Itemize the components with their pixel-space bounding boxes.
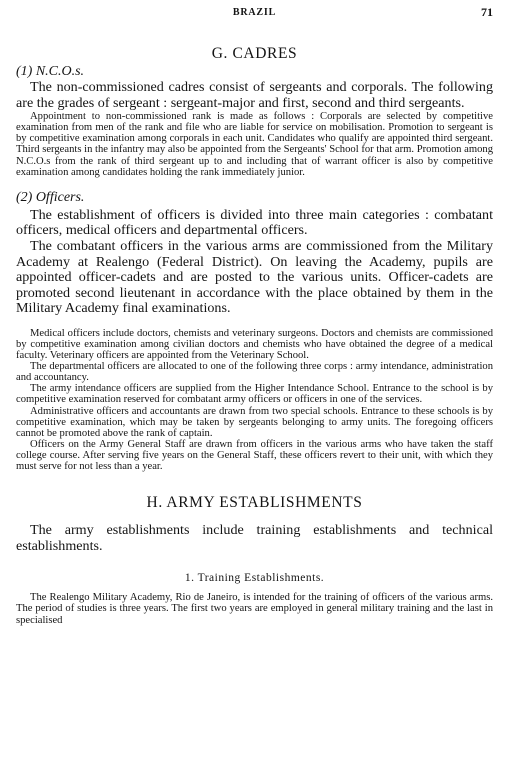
paragraph-departmental-officers: The departmental officers are allocated to one of the following three corps : army intendance, administration and accountancy.	[16, 361, 493, 384]
paragraph-nco-grades: The non-commissioned cadres consist of sergeants and corporals. The following are the grades of sergeant : sergeant-major and first, second and third sergeants.	[16, 79, 493, 111]
paragraph-administrative-officers: Administrative officers and accountants are drawn from two special schools. Entrance to these schools is by competitive examination, which may be taken by sergeants belonging to army units. The foregoing officers cannot be promoted above the rank of captain.	[16, 405, 493, 439]
running-title: BRAZIL	[232, 7, 277, 18]
paragraph-nco-appointment: Appointment to non-commissioned rank is made as follows : Corporals are selected by competitive examination from men of the rank and file who are liable for service on mobilisation. Promotion to sergeant is by competitive examination among corporals in each unit. Candidates who qualify are appointed third sergeant. Third sergeants in the infantry may also be appointed from the Sergeants' School for that arm. Promotion among N.C.O.s from the rank of third sergeant up to and including that of warrant officer is also by competitive examination among candidates holding the rank immediately junior.	[16, 111, 493, 178]
paragraph-officer-categories: The establishment of officers is divided into three main categories : combatant officers, medical officers and departmental officers.	[16, 206, 493, 239]
paragraph-general-staff: Officers on the Army General Staff are drawn from officers in the various arms who have taken the staff college course. After serving five years on the General Staff, these officers revert to their unit, with which they must serve for not less than a year.	[16, 438, 493, 473]
paragraph-military-academy: The Realengo Military Academy, Rio de Janeiro, is intended for the training of officers of the various arms. The period of studies is three years. The first two years are employed in general military training and the last in specialised	[16, 592, 493, 626]
page-number: 71	[481, 5, 493, 19]
subheading-training-establishments: 1. Training Establishments.	[184, 572, 325, 585]
paragraph-combatant-officers: The combatant officers in the various arms are commissioned from the Military Academy at Realengo (Federal District). On leaving the Academy, pupils are appointed officer-cadets and are posted to the various units. Officer-cadets are promoted second lieutenant in accordance with the place obtained by them in the Military Academy final examinations.	[16, 237, 493, 317]
section-heading-cadres: G. CADRES	[211, 45, 298, 62]
paragraph-intendance-officers: The army intendance officers are supplied from the Higher Intendance School. Entrance to the school is by competitive examination reserved for combatant army officers or officers in one of the services.	[16, 383, 493, 406]
running-header	[16, 5, 493, 20]
paragraph-establishments-intro: The army establishments include training establishments and technical establishments.	[16, 522, 493, 554]
section-heading-army-establishments: H. ARMY ESTABLISHMENTS	[146, 494, 363, 512]
subheading-ncos: (1) N.C.O.s.	[16, 64, 85, 79]
subheading-officers: (2) Officers.	[16, 189, 85, 205]
paragraph-medical-officers: Medical officers include doctors, chemists and veterinary surgeons. Doctors and chemists are commissioned by competitive examination among civilian doctors and chemists who have obtained the degree of a medical faculty. Veterinary officers are appointed from the Veterinary School.	[16, 327, 493, 362]
